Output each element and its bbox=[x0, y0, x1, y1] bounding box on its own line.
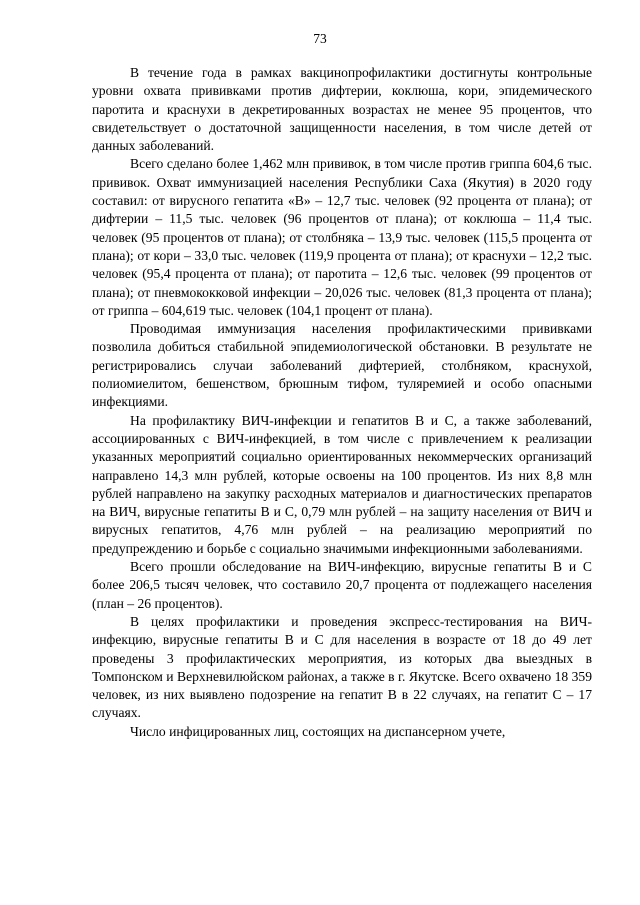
paragraph-hiv-screening: Всего прошли обследование на ВИЧ-инфекцию, вирусные гепатиты В и С более 206,5 тысяч человек, что составило 20,7 процента от подлежащего населения (план – 26 процентов). bbox=[92, 559, 592, 611]
document-body bbox=[92, 64, 592, 741]
paragraph-hiv-funding: На профилактику ВИЧ-инфекции и гепатитов В и С, а также заболеваний, ассоциированных с ВИЧ-инфекцией, в том числе с привлечением к реализации указанных мероприятий социально ориентированных некоммерческих организаций направлено 14,3 млн рублей, которые освоены на 100 процентов. Из них 8,8 млн рублей направлено на закупку расходных материалов и диагностических препаратов на ВИЧ, вирусные гепатиты В и С, 0,79 млн рублей – на защиту населения от ВИЧ и вирусных гепатитов, 4,76 млн рублей – на реализацию мероприятий по предупреждению и борьбе с социально значимыми инфекционными заболеваниями. bbox=[92, 412, 592, 556]
paragraph-express-testing: В целях профилактики и проведения экспресс-тестирования на ВИЧ-инфекцию, вирусные гепатиты В и С для населения в возрасте от 18 до 49 лет проведены 3 профилактических мероприятия, из которых два выездных в Томпонском и Верхневилюйском районах, а также в г. Якутске. Всего охвачено 18 359 человек, из них выявлено подозрение на гепатит В в 22 случаях, на гепатит С – 17 случаях. bbox=[92, 613, 592, 721]
paragraph-epidemiological-situation: Проводимая иммунизация населения профилактическими прививками позволила добиться стабильной эпидемиологической обстановки. В результате не регистрировались случаи заболеваний дифтерией, столбняком, краснухой, полиомиелитом, бешенством, брюшным тифом, туляремией и особо опасными инфекциями. bbox=[92, 321, 592, 410]
paragraph-immunization-totals: Всего сделано более 1,462 млн прививок, в том числе против гриппа 604,6 тыс. прививок. Охват иммунизацией населения Республики Саха (Якутия) в 2020 году составил: от вирусного гепатита «В» – 12,7 тыс. человек (92 процента от плана); от дифтерии – 11,5 тыс. человек (96 процентов от плана); от коклюша – 11,4 тыс. человек (95 процентов от плана); от столбняка – 13,9 тыс. человек (115,5 процента от плана); от кори – 33,0 тыс. человек (119,9 процента от плана); от краснухи – 12,2 тыс. человек (95,4 процента от плана); от паротита – 12,6 тыс. человек (99 процентов от плана); от пневмококковой инфекции – 20,026 тыс. человек (81,3 процента от плана); от гриппа – 604,619 тыс. человек (104,1 процент от плана). bbox=[92, 156, 592, 318]
paragraph-vaccination-coverage: В течение года в рамках вакцинопрофилактики достигнуты контрольные уровни охвата прививками против дифтерии, коклюша, кори, эпидемического паротита и краснухи в декретированных возрастах не менее 95 процентов, что свидетельствует о достаточной защищенности населения, в том числе детей от данных заболеваний. bbox=[92, 65, 592, 154]
page-number: 73 bbox=[313, 31, 327, 46]
paragraph-dispensary-registration: Число инфицированных лиц, состоящих на диспансерном учете, bbox=[130, 723, 506, 739]
